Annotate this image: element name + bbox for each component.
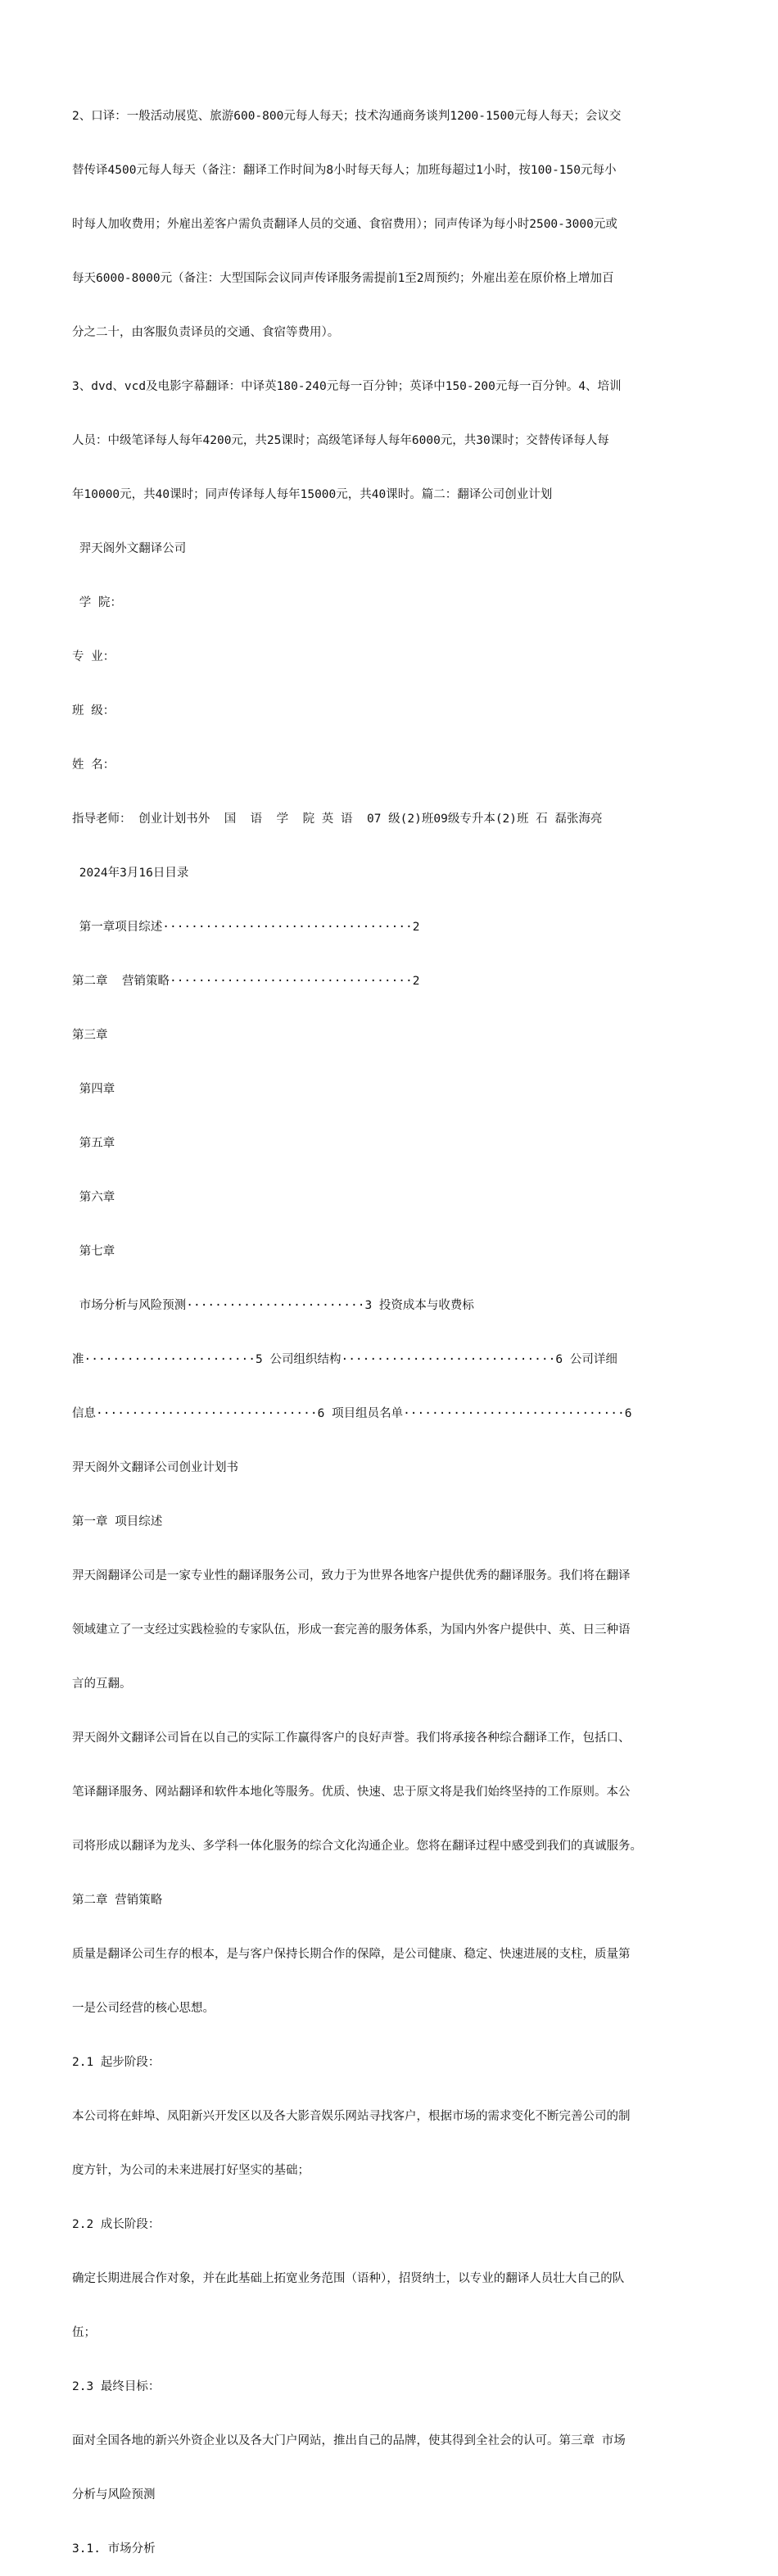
section-heading: 3.1. 市场分析 bbox=[72, 2542, 156, 2556]
toc-entry: 第六章 bbox=[72, 1191, 115, 1204]
name-field: 姓 名： bbox=[72, 758, 115, 772]
text-line: 2、口译：一般活动展览、旅游600-800元每人每天；技术沟通商务谈判1200-1500元每人每天；会议交 bbox=[72, 110, 622, 123]
text-line: 每天6000-8000元（备注：大型国际会议同声传译服务需提前1至2周预约；外雇出差在原价格上增加百 bbox=[72, 272, 614, 285]
text-line: 分之二十，由客服负责译员的交通、食宿等费用）。 bbox=[72, 326, 340, 339]
chapter-heading: 第二章 营销策略 bbox=[72, 1894, 163, 1907]
company-name-line: 羿天阁外文翻译公司 bbox=[72, 542, 187, 555]
text-line: 替传译4500元每人每天（备注：翻译工作时间为8小时每天每人；加班每超过1小时，按100-150元每小 bbox=[72, 164, 617, 177]
text-line: 本公司将在蚌埠、凤阳新兴开发区以及各大影音娱乐网站寻找客户，根据市场的需求变化不断完善公司的制 bbox=[72, 2110, 631, 2123]
major-field: 专 业： bbox=[72, 650, 115, 663]
class-field: 班 级： bbox=[72, 704, 115, 718]
toc-entry: 第七章 bbox=[72, 1245, 115, 1258]
date-toc-heading: 2024年3月16日目录 bbox=[72, 867, 189, 880]
text-line: 一是公司经营的核心思想。 bbox=[72, 2002, 215, 2015]
text-line: 度方针，为公司的未来进展打好坚实的基础； bbox=[72, 2164, 310, 2177]
toc-entry: 准························5 公司组织结构······························6 公司详细 bbox=[72, 1353, 617, 1366]
text-line: 分析与风险预测 bbox=[72, 2488, 156, 2501]
text-line: 确定长期进展合作对象，并在此基础上拓宽业务范围（语种），招贤纳士，以专业的翻译人员壮大自己的队 bbox=[72, 2272, 625, 2285]
advisor-field: 指导老师： 创业计划书外 国 语 学 院 英 语 07 级(2)班09级专升本(2)班 石 磊张海亮 bbox=[72, 813, 603, 826]
section-heading: 2.2 成长阶段： bbox=[72, 2218, 161, 2231]
text-line: 领域建立了一支经过实践检验的专家队伍，形成一套完善的服务体系，为国内外客户提供中、英、日三种语 bbox=[72, 1623, 631, 1637]
text-line: 伍； bbox=[72, 2326, 96, 2339]
toc-entry: 第一章项目综述···································2 bbox=[72, 921, 420, 934]
text-line: 笔译翻译服务、网站翻译和软件本地化等服务。优质、快速、忠于原文将是我们始终坚持的工作原则。本公 bbox=[72, 1786, 631, 1799]
text-line: 时每人加收费用；外雇出差客户需负责翻译人员的交通、食宿费用）；同声传译为每小时2500-3000元或 bbox=[72, 218, 617, 231]
toc-entry: 市场分析与风险预测·························3 投资成本与收费标 bbox=[72, 1299, 474, 1312]
toc-entry: 第四章 bbox=[72, 1083, 115, 1096]
toc-entry: 第三章 bbox=[72, 1029, 108, 1042]
text-line: 年10000元，共40课时；同声传译每人每年15000元，共40课时。篇二：翻译公司创业计划 bbox=[72, 488, 553, 501]
document-title: 羿天阁外文翻译公司创业计划书 bbox=[72, 1461, 238, 1474]
text-line: 司将形成以翻译为龙头、多学科一体化服务的综合文化沟通企业。您将在翻译过程中感受到我们的真诚服务。 bbox=[72, 1840, 642, 1853]
chapter-heading: 第一章 项目综述 bbox=[72, 1515, 163, 1528]
text-line: 羿天阁翻译公司是一家专业性的翻译服务公司，致力于为世界各地客户提供优秀的翻译服务。我们将在翻译 bbox=[72, 1569, 631, 1582]
text-line: 人员：中级笔译每人每年4200元，共25课时；高级笔译每人每年6000元，共30课时；交替传译每人每 bbox=[72, 434, 609, 447]
college-field: 学 院： bbox=[72, 596, 122, 609]
text-line: 质量是翻译公司生存的根本，是与客户保持长期合作的保障，是公司健康、稳定、快速进展的支柱，质量第 bbox=[72, 1948, 631, 1961]
toc-entry: 第二章 营销策略··································2 bbox=[72, 975, 420, 988]
section-heading: 2.3 最终目标： bbox=[72, 2380, 161, 2393]
section-heading: 2.1 起步阶段： bbox=[72, 2056, 161, 2069]
toc-entry: 信息·······························6 项目组员名单·······························6 bbox=[72, 1407, 632, 1420]
text-line: 面对全国各地的新兴外资企业以及各大门户网站，推出自己的品牌，使其得到全社会的认可。第三章 市场 bbox=[72, 2434, 626, 2447]
text-line: 3、dvd、vcd及电影字幕翻译：中译英180-240元每一百分钟；英译中150-200元每一百分钟。4、培训 bbox=[72, 380, 622, 393]
toc-entry: 第五章 bbox=[72, 1137, 115, 1150]
text-line: 羿天阁外文翻译公司旨在以自己的实际工作赢得客户的良好声誉。我们将承接各种综合翻译工作，包括口、 bbox=[72, 1732, 631, 1745]
text-line: 言的互翻。 bbox=[72, 1677, 132, 1691]
